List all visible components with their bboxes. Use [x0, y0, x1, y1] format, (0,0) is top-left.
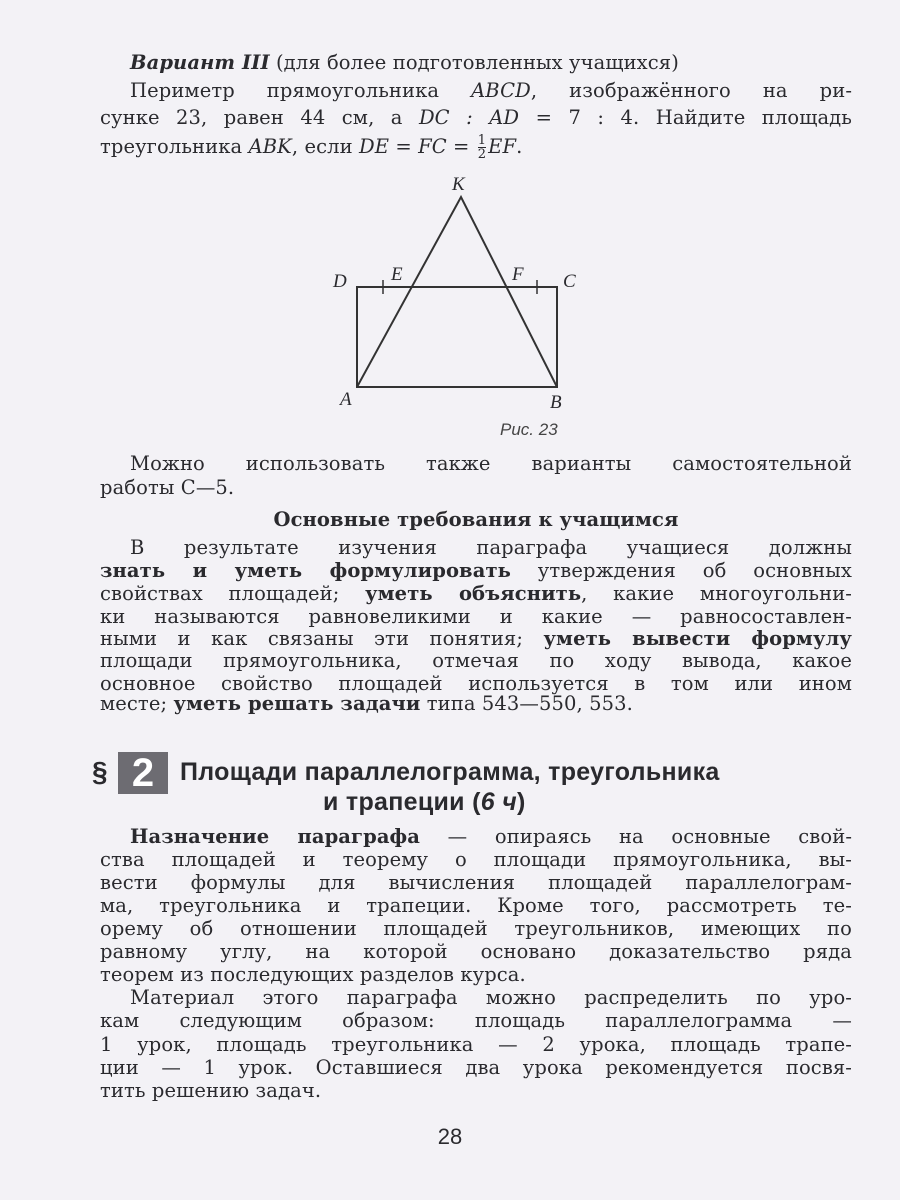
text-segment: основное свойство площадей используется в том или ином [100, 672, 852, 695]
text-segment: площади прямоугольника, отмечая по ходу вывода, какое [100, 649, 852, 672]
section-title-line2 [323, 788, 526, 817]
text-segment: орему об отношении площадей треугольников, имеющих по [100, 917, 852, 940]
figure-23 [320, 170, 600, 410]
label-c: C [563, 271, 576, 292]
text-segment: Периметр прямоугольника [130, 79, 472, 102]
text-segment: . [516, 135, 523, 158]
text-line [100, 507, 852, 533]
bold-text: знать и уметь формулировать [100, 559, 511, 582]
text-segment: ства площадей и теорему о площади прямоугольника, вы- [100, 848, 852, 871]
text-line [100, 1008, 852, 1034]
bold-text: уметь объяснить [365, 582, 582, 605]
title-text: и трапеции ( [323, 788, 481, 816]
fraction [478, 134, 486, 161]
label-d: D [333, 271, 347, 292]
text-segment: ABCD [471, 79, 531, 102]
text-segment: свойствах площадей; [100, 582, 366, 605]
rectangle-abcd [357, 287, 557, 387]
label-a: A [340, 389, 352, 410]
text-segment: ки называются равновеликими и какие — равносоставлен- [100, 605, 852, 628]
text-segment: , какие многоугольни- [581, 582, 852, 605]
text-line [130, 50, 852, 76]
text-segment: ции — 1 урок. Оставшиеся два урока рекомендуется посвя- [100, 1056, 852, 1079]
text-segment: DC : AD [418, 106, 520, 129]
label-e: E [391, 264, 403, 285]
text-segment: (для более подготовленных учащихся) [269, 51, 679, 74]
triangle-abk [357, 197, 557, 387]
text-line [100, 134, 852, 160]
text-segment: , изображённого на ри- [530, 79, 853, 102]
text-segment: — опираясь на основные свой- [419, 825, 853, 848]
text-segment: утверждения об основных [510, 559, 852, 582]
text-segment: ными и как связаны эти понятия; [100, 627, 544, 650]
bold-text: Основные требования к учащимся [273, 508, 679, 531]
text-line [130, 451, 852, 477]
text-segment: треугольника [100, 135, 249, 158]
page-number: 28 [437, 1124, 463, 1149]
label-b: B [550, 392, 562, 410]
text-segment: кам следующим образом: площадь параллелограмма — [100, 1009, 852, 1032]
text-segment: 1 урок, площадь треугольника — 2 урока, площадь трапе- [100, 1033, 852, 1056]
text-line [100, 475, 852, 501]
text-segment: ма, треугольника и трапеции. Кроме того, рассмотреть те- [100, 894, 852, 917]
text-line [100, 691, 852, 717]
text-line [100, 1078, 852, 1104]
bold-text: Назначение параграфа [130, 825, 420, 848]
text-line [100, 105, 852, 131]
text-segment: тить решению задач. [100, 1079, 322, 1102]
text-segment: ABK [248, 135, 292, 158]
section-number-badge: 2 [118, 752, 168, 794]
text-segment: = 7 : 4. Найдите площадь [519, 106, 852, 129]
text-segment: , если [291, 135, 359, 158]
label-k: K [452, 174, 465, 195]
label-f: F [512, 264, 524, 285]
section-title-line1: Площади параллелограмма, треугольника [180, 758, 720, 786]
text-segment: типа 543—550, 553. [420, 692, 633, 715]
section-hours: 6 ч [480, 788, 518, 816]
bold-text: уметь решать задачи [173, 692, 421, 715]
text-segment: месте; [100, 692, 174, 715]
text-segment: теорем из последующих разделов курса. [100, 963, 526, 986]
text-segment: равному углу, на которой основано доказательство ряда [100, 940, 852, 963]
bold-text: Вариант III [130, 51, 270, 74]
text-segment: В результате изучения параграфа учащиеся должны [130, 536, 852, 559]
text-segment: Можно использовать также варианты самостоятельной [130, 452, 852, 475]
text-line [130, 78, 852, 104]
bold-text: уметь вывести формулу [543, 627, 852, 650]
text-segment: сунке 23, равен 44 см, а [100, 106, 419, 129]
section-sign: § [92, 756, 108, 787]
fraction-num: 1 [477, 133, 487, 148]
text-segment: EF [488, 135, 517, 158]
title-close: ) [517, 788, 526, 816]
text-segment: работы С—5. [100, 476, 235, 499]
text-segment: DE = FC = [359, 135, 476, 158]
figure-caption: Рис. 23 [500, 420, 558, 439]
text-segment: Материал этого параграфа можно распределить по уро- [130, 986, 852, 1009]
text-segment: вести формулы для вычисления площадей параллелограм- [100, 871, 852, 894]
fraction-den: 2 [477, 147, 487, 162]
